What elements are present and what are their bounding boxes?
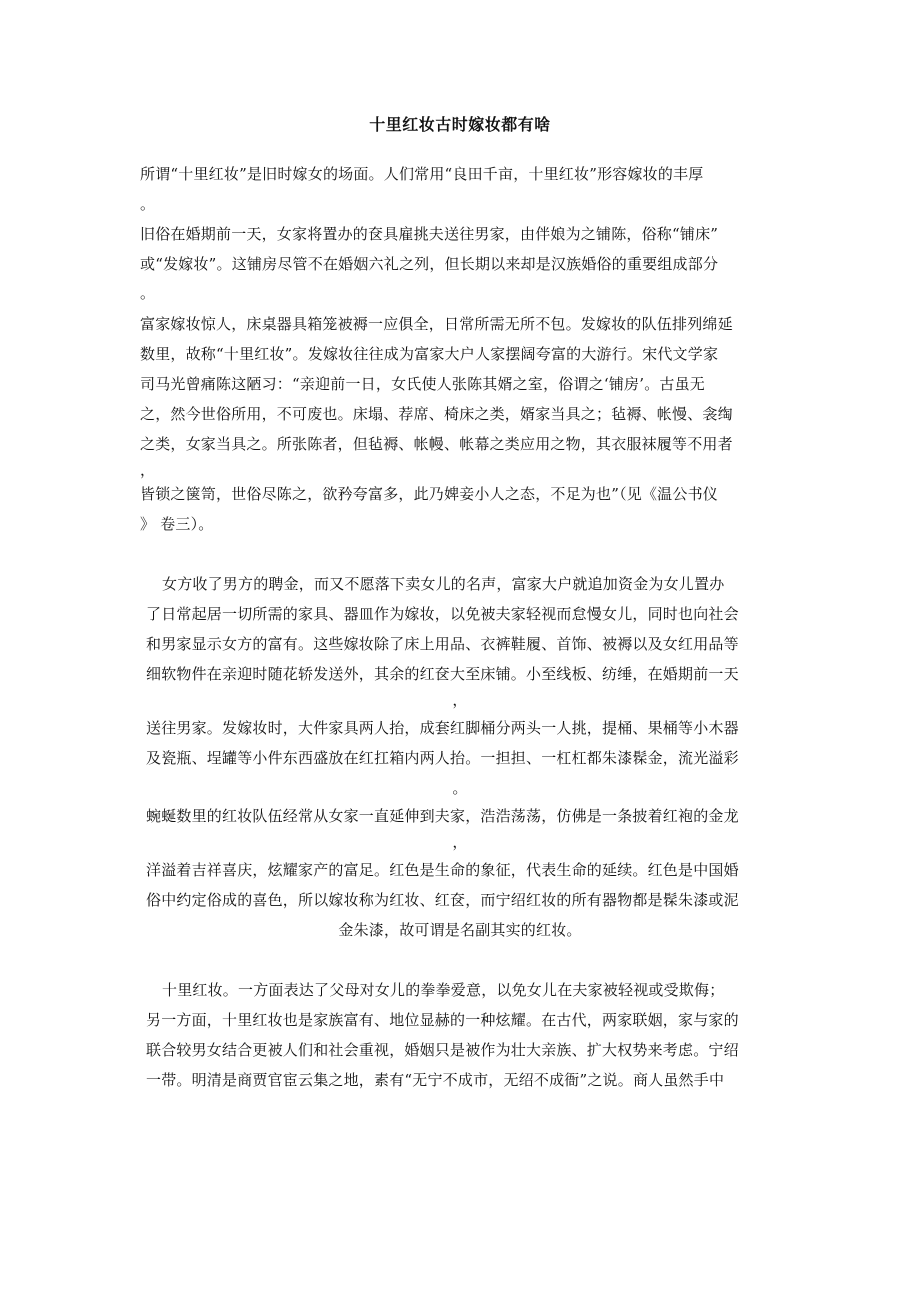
page-title: 十里红妆古时嫁妆都有啥 — [369, 115, 551, 134]
text-line: 旧俗在婚期前一天，女家将置办的奁具雇挑夫送往男家，由伴娘为之铺陈，俗称“铺床” — [140, 225, 719, 243]
text-line: 了日常起居一切所需的家具、器皿作为嫁妆，以免被夫家轻视而怠慢女儿，同时也向社会 — [146, 605, 739, 623]
text-line: 之，然今世俗所用，不可废也。床塌、荐席、椅床之类，婿家当具之；毡褥、帐慢、衾绹 — [140, 405, 733, 423]
text-line: 俗中约定俗成的喜色，所以嫁妆称为红妆、红奁，而宁绍红妆的所有器物都是髹朱漆或泥 — [146, 891, 739, 909]
text-line: 司马光曾痛陈这陋习：“亲迎前一日，女氏使人张陈其婿之室，俗谓之‘铺房’。古虽无 — [140, 375, 706, 393]
text-line: 或“发嫁妆”。这铺房尽管不在婚姻六礼之列，但长期以来却是汉族婚俗的重要组成部分 — [140, 255, 719, 273]
text-line: 十里红妆。一方面表达了父母对女儿的拳拳爱意，以免女儿在夫家被轻视或受欺侮； — [162, 981, 725, 999]
text-line: 洋溢着吉祥喜庆，炫耀家产的富足。红色是生命的象征，代表生命的延续。红色是中国婚 — [146, 861, 739, 879]
text-line: 金朱漆，故可谓是名副其实的红妆。 — [338, 921, 582, 939]
text-line: 一带。明清是商贾官宦云集之地，素有“无宁不成市，无绍不成衙”之说。商人虽然手中 — [146, 1071, 725, 1089]
text-line: 联合较男女结合更被人们和社会重视，婚姻只是被作为壮大亲族、扩大权势来考虑。宁绍 — [146, 1041, 739, 1059]
text-line: 。 — [452, 779, 468, 797]
text-line: 细软物件在亲迎时随花轿发送外，其余的红奁大至床铺。小至线板、纺缍，在婚期前一天 — [146, 665, 739, 683]
text-line: 富家嫁妆惊人，床桌器具箱笼被褥一应俱全，日常所需无所不包。发嫁妆的队伍排列绵延 — [140, 315, 733, 333]
text-line: 。 — [140, 195, 156, 213]
text-line: 》 卷三）。 — [140, 515, 214, 533]
text-line: ， — [452, 691, 468, 709]
text-line: 皆锁之箧笥，世俗尽陈之，欲矜夸富多，此乃婢妾小人之态，不足为也”（见《温公书仪 — [140, 485, 718, 503]
text-line: 女方收了男方的聘金，而又不愿落下卖女儿的名声，富家大户就追加资金为女儿置办 — [162, 575, 725, 593]
text-line: 及瓷瓶、埕罐等小件东西盛放在红扛箱内两人抬。一担担、一杠杠都朱漆髹金，流光溢彩 — [146, 749, 739, 767]
text-line: 。 — [140, 284, 156, 302]
text-line: 另一方面，十里红妆也是家族富有、地位显赫的一种炫耀。在古代，两家联姻，家与家的 — [146, 1011, 739, 1029]
text-line: ， — [452, 833, 468, 851]
text-line: 送往男家。发嫁妆时，大件家具两人抬，成套红脚桶分两头一人挑，提桶、果桶等小木器 — [146, 719, 739, 737]
text-line: 和男家显示女方的富有。这些嫁妆除了床上用品、衣裤鞋履、首饰、被褥以及女红用品等 — [146, 635, 739, 653]
text-line: 之类，女家当具之。所张陈者，但毡褥、帐幔、帐幕之类应用之物，其衣服袜履等不用者 — [140, 435, 733, 453]
text-line: 所谓“十里红妆”是旧时嫁女的场面。人们常用“良田千亩，十里红妆”形容嫁妆的丰厚 — [140, 165, 704, 183]
text-line: 蜿蜒数里的红妆队伍经常从女家一直延伸到夫家，浩浩荡荡，仿佛是一条披着红袍的金龙 — [146, 807, 739, 825]
text-line: ， — [140, 461, 156, 479]
text-line: 数里，故称“十里红妆”。发嫁妆往往成为富家大户人家摆阔夸富的大游行。宋代文学家 — [140, 345, 719, 363]
